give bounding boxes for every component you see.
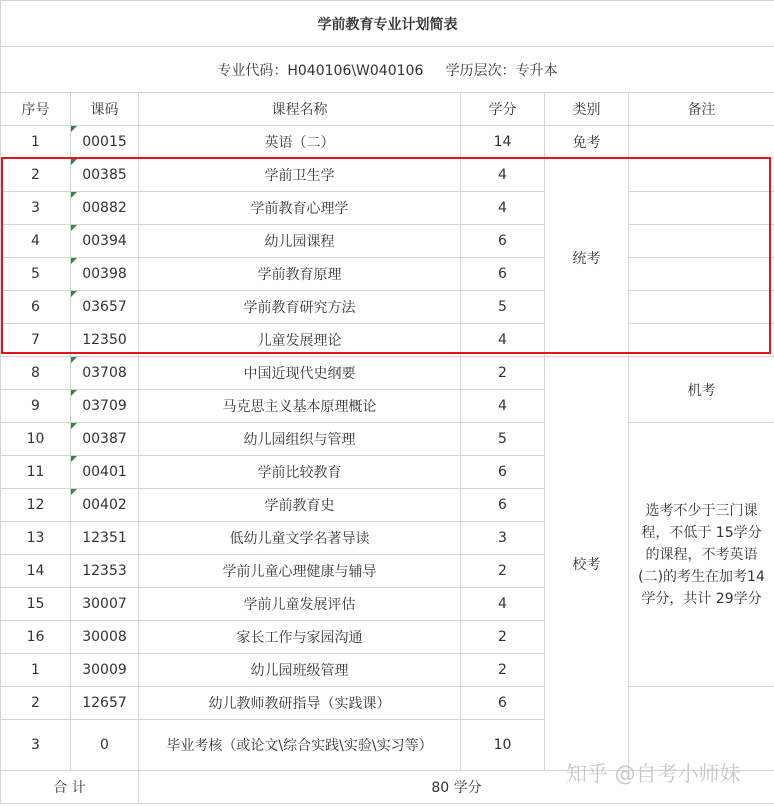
row-code: 03709 (71, 390, 139, 423)
header-category: 类别 (545, 93, 629, 126)
row-credit: 5 (461, 291, 545, 324)
cell-comment-marker (71, 258, 77, 264)
row-note (629, 126, 774, 159)
row-name: 学前教育史 (139, 489, 461, 522)
row-name: 中国近现代史纲要 (139, 357, 461, 390)
row-credit: 10 (461, 720, 545, 771)
row-name: 幼儿园组织与管理 (139, 423, 461, 456)
row-no: 5 (1, 258, 71, 291)
row-code: 12350 (71, 324, 139, 357)
row-credit: 6 (461, 687, 545, 720)
row-name: 低幼儿童文学名著导读 (139, 522, 461, 555)
row-no: 14 (1, 555, 71, 588)
header-note: 备注 (629, 93, 774, 126)
row-credit: 2 (461, 555, 545, 588)
row-no: 2 (1, 687, 71, 720)
row-no: 1 (1, 654, 71, 687)
row-credit: 6 (461, 489, 545, 522)
table-row (1, 291, 774, 324)
row-code: 00401 (71, 456, 139, 489)
row-no: 16 (1, 621, 71, 654)
cell-comment-marker (71, 456, 77, 462)
row-credit: 3 (461, 522, 545, 555)
row-no: 7 (1, 324, 71, 357)
header-code: 课码 (71, 93, 139, 126)
row-credit: 6 (461, 456, 545, 489)
row-no: 3 (1, 720, 71, 771)
row-credit: 2 (461, 621, 545, 654)
row-credit: 14 (461, 126, 545, 159)
table-title: 学前教育专业计划简表 (1, 1, 774, 47)
row-no: 1 (1, 126, 71, 159)
header-row (1, 93, 774, 126)
row-credit: 6 (461, 225, 545, 258)
header-no: 序号 (1, 93, 71, 126)
zhihu-watermark: 知乎 @自考小师妹 (566, 762, 741, 786)
row-code: 12353 (71, 555, 139, 588)
row-name: 幼儿园班级管理 (139, 654, 461, 687)
row-no: 15 (1, 588, 71, 621)
row-code: 00394 (71, 225, 139, 258)
row-no: 8 (1, 357, 71, 390)
header-credit: 学分 (461, 93, 545, 126)
cell-comment-marker (71, 357, 77, 363)
row-credit: 4 (461, 192, 545, 225)
table-row (1, 159, 774, 192)
row-code: 00015 (71, 126, 139, 159)
cell-comment-marker (71, 159, 77, 165)
note-computer: 机考 (629, 357, 774, 423)
row-name: 学前卫生学 (139, 159, 461, 192)
row-code: 30008 (71, 621, 139, 654)
row-code: 00882 (71, 192, 139, 225)
table-row (1, 126, 774, 159)
row-code: 12657 (71, 687, 139, 720)
total-label: 合 计 (1, 771, 139, 804)
cell-comment-marker (71, 489, 77, 495)
row-name: 学前儿童心理健康与辅导 (139, 555, 461, 588)
row-name: 毕业考核（或论文\综合实践\实验\实习等） (139, 720, 461, 771)
row-no: 11 (1, 456, 71, 489)
row-no: 4 (1, 225, 71, 258)
row-code: 30009 (71, 654, 139, 687)
row-code: 00387 (71, 423, 139, 456)
row-credit: 5 (461, 423, 545, 456)
table-row (1, 357, 774, 390)
row-code: 30007 (71, 588, 139, 621)
table-row (1, 258, 774, 291)
row-code: 00398 (71, 258, 139, 291)
row-code: 12351 (71, 522, 139, 555)
note-elective: 选考不少于三门课程，不低于 15学分的课程，不考英语(二)的考生在加考14学分，共计 29学分 (629, 423, 774, 687)
table-subtitle: 专业代码：H040106\W040106 学历层次：专升本 (1, 47, 774, 93)
row-name: 幼儿教师教研指导（实践课） (139, 687, 461, 720)
row-name: 家长工作与家园沟通 (139, 621, 461, 654)
category-unified: 统考 (545, 159, 629, 357)
row-note (629, 192, 774, 225)
cell-comment-marker (71, 225, 77, 231)
row-name: 学前教育原理 (139, 258, 461, 291)
row-no: 12 (1, 489, 71, 522)
total-value: 80 学分 (139, 771, 774, 804)
table-row (1, 687, 774, 720)
header-name: 课程名称 (139, 93, 461, 126)
row-no: 2 (1, 159, 71, 192)
cell-comment-marker (71, 126, 77, 132)
row-credit: 6 (461, 258, 545, 291)
cell-comment-marker (71, 192, 77, 198)
row-name: 学前教育心理学 (139, 192, 461, 225)
row-code: 0 (71, 720, 139, 771)
category-school: 校考 (545, 357, 629, 771)
row-name: 幼儿园课程 (139, 225, 461, 258)
category-exempt: 免考 (545, 126, 629, 159)
row-name: 儿童发展理论 (139, 324, 461, 357)
table-row (1, 423, 774, 456)
row-name: 学前比较教育 (139, 456, 461, 489)
row-code: 03708 (71, 357, 139, 390)
row-note (629, 159, 774, 192)
row-note (629, 291, 774, 324)
row-note (629, 324, 774, 357)
table-row (1, 192, 774, 225)
row-no: 6 (1, 291, 71, 324)
row-credit: 2 (461, 357, 545, 390)
row-name: 学前教育研究方法 (139, 291, 461, 324)
row-code: 03657 (71, 291, 139, 324)
row-code: 00385 (71, 159, 139, 192)
row-name: 马克思主义基本原理概论 (139, 390, 461, 423)
row-no: 3 (1, 192, 71, 225)
row-note (629, 258, 774, 291)
row-name: 英语（二） (139, 126, 461, 159)
row-no: 9 (1, 390, 71, 423)
table-row (1, 225, 774, 258)
row-credit: 2 (461, 654, 545, 687)
cell-comment-marker (71, 390, 77, 396)
row-no: 10 (1, 423, 71, 456)
table-row (1, 324, 774, 357)
row-code: 00402 (71, 489, 139, 522)
row-credit: 4 (461, 588, 545, 621)
row-credit: 4 (461, 324, 545, 357)
row-credit: 4 (461, 159, 545, 192)
row-no: 13 (1, 522, 71, 555)
cell-comment-marker (71, 291, 77, 297)
row-credit: 4 (461, 390, 545, 423)
row-note (629, 225, 774, 258)
cell-comment-marker (71, 423, 77, 429)
row-name: 学前儿童发展评估 (139, 588, 461, 621)
